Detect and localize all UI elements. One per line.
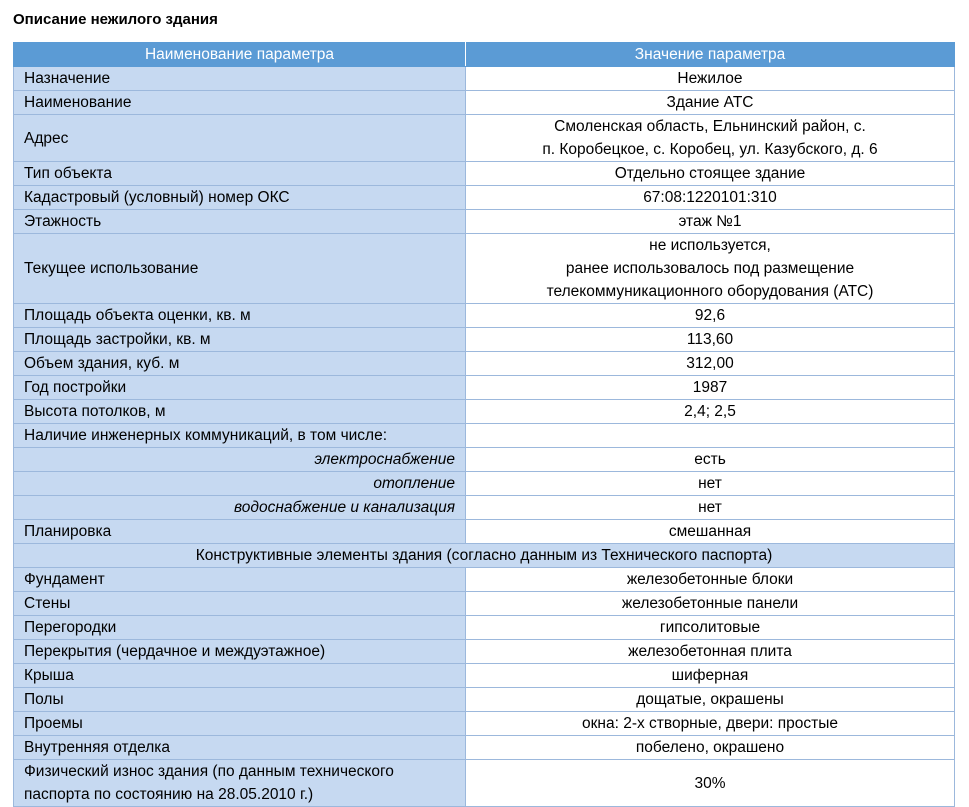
value-line: Смоленская область, Ельнинский район, с. [554, 118, 866, 135]
value-cell: Отдельно стоящее здание [466, 162, 955, 186]
column-header-value: Значение параметра [466, 43, 955, 67]
param-cell: Площадь застройки, кв. м [14, 328, 466, 352]
value-cell: железобетонные блоки [466, 568, 955, 592]
value-cell: 67:08:1220101:310 [466, 186, 955, 210]
table-row [14, 162, 955, 186]
value-cell: Здание АТС [466, 91, 955, 115]
value-cell: смешанная [466, 520, 955, 544]
param-cell-sub: электроснабжение [14, 448, 466, 472]
table-row [14, 760, 955, 807]
value-cell: этаж №1 [466, 210, 955, 234]
param-cell: Кадастровый (условный) номер ОКС [14, 186, 466, 210]
table-row [14, 328, 955, 352]
table-row [14, 186, 955, 210]
table-row [14, 520, 955, 544]
table-row [14, 424, 955, 448]
table-row [14, 448, 955, 472]
param-cell: Фундамент [14, 568, 466, 592]
param-cell [14, 760, 466, 807]
table-row [14, 664, 955, 688]
table-row [14, 616, 955, 640]
value-cell: шиферная [466, 664, 955, 688]
param-cell: Полы [14, 688, 466, 712]
param-cell: Наименование [14, 91, 466, 115]
param-cell: Внутренняя отделка [14, 736, 466, 760]
value-cell: 113,60 [466, 328, 955, 352]
value-cell: побелено, окрашено [466, 736, 955, 760]
param-cell-sub: отопление [14, 472, 466, 496]
table-row [14, 352, 955, 376]
value-cell: железобетонная плита [466, 640, 955, 664]
table-row [14, 592, 955, 616]
table-row [14, 712, 955, 736]
value-cell: 92,6 [466, 304, 955, 328]
building-description-table [13, 42, 955, 807]
param-line: Физический износ здания (по данным технического [24, 763, 394, 780]
table-row [14, 640, 955, 664]
value-cell: 1987 [466, 376, 955, 400]
param-cell: Перекрытия (чердачное и междуэтажное) [14, 640, 466, 664]
table-row [14, 400, 955, 424]
table-row [14, 67, 955, 91]
value-cell: нет [466, 496, 955, 520]
value-cell [466, 424, 955, 448]
table-row [14, 304, 955, 328]
param-cell: Объем здания, куб. м [14, 352, 466, 376]
table-row [14, 115, 955, 162]
value-cell: 30% [466, 760, 955, 807]
param-cell: Этажность [14, 210, 466, 234]
table-row [14, 210, 955, 234]
table-row [14, 472, 955, 496]
value-line: не используется, [649, 237, 771, 254]
param-cell: Наличие инженерных коммуникаций, в том числе: [14, 424, 466, 448]
column-header-param: Наименование параметра [14, 43, 466, 67]
value-cell [466, 234, 955, 304]
value-cell: гипсолитовые [466, 616, 955, 640]
value-cell: Нежилое [466, 67, 955, 91]
value-cell [466, 115, 955, 162]
table-row [14, 234, 955, 304]
param-cell: Текущее использование [14, 234, 466, 304]
param-cell: Год постройки [14, 376, 466, 400]
value-line: ранее использовалось под размещение [565, 260, 855, 277]
param-cell: Стены [14, 592, 466, 616]
param-cell: Адрес [14, 115, 466, 162]
value-line: п. Коробецкое, с. Коробец, ул. Казубского, д. 6 [542, 141, 878, 158]
param-cell: Проемы [14, 712, 466, 736]
value-cell: дощатые, окрашены [466, 688, 955, 712]
value-cell: 2,4; 2,5 [466, 400, 955, 424]
section-title: Конструктивные элементы здания (согласно данным из Технического паспорта) [14, 544, 955, 568]
page-title: Описание нежилого здания [13, 11, 218, 28]
table-row [14, 688, 955, 712]
value-cell: 312,00 [466, 352, 955, 376]
value-cell: железобетонные панели [466, 592, 955, 616]
param-cell: Площадь объекта оценки, кв. м [14, 304, 466, 328]
param-cell-sub: водоснабжение и канализация [14, 496, 466, 520]
param-cell: Крыша [14, 664, 466, 688]
value-cell: есть [466, 448, 955, 472]
param-line: паспорта по состоянию на 28.05.2010 г.) [24, 786, 314, 803]
table-row [14, 568, 955, 592]
table-row [14, 91, 955, 115]
value-cell: нет [466, 472, 955, 496]
param-cell: Назначение [14, 67, 466, 91]
section-header-row [14, 544, 955, 568]
param-cell: Перегородки [14, 616, 466, 640]
table-row [14, 376, 955, 400]
table-row [14, 496, 955, 520]
param-cell: Планировка [14, 520, 466, 544]
param-cell: Высота потолков, м [14, 400, 466, 424]
table-header-row [14, 43, 955, 67]
value-line: телекоммуникационного оборудования (АТС) [546, 283, 874, 300]
table-row [14, 736, 955, 760]
param-cell: Тип объекта [14, 162, 466, 186]
value-cell: окна: 2-х створные, двери: простые [466, 712, 955, 736]
